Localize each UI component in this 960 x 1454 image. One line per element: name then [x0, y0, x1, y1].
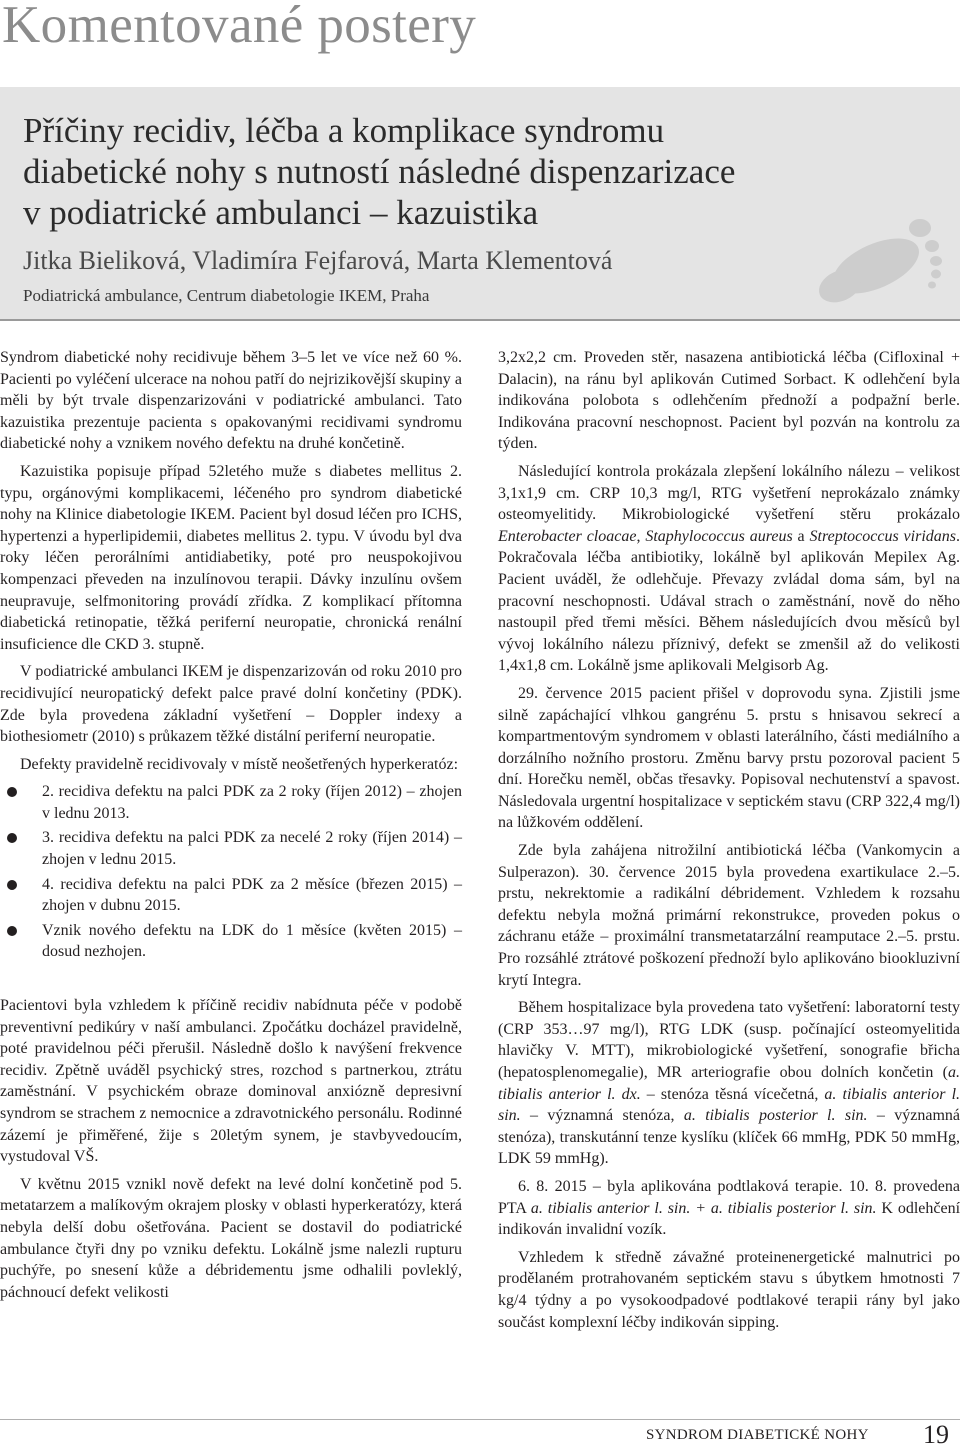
footer-divider [0, 1419, 960, 1420]
affiliation: Podiatrická ambulance, Centrum diabetologie IKEM, Praha [23, 286, 430, 305]
text-run: Během hospitalizace byla provedena tato vyšetření: laboratorní testy (CRP 353…97 mg/l), RTG LDK (susp. počínající osteomyelitida hlavičky V. MTT), mikrobiologické vyšetření, sonografie břicha (hepatosplenomegalie), MR arteriografie obou dolních končetin ( [498, 999, 960, 1081]
paragraph [498, 997, 960, 1170]
paragraph: 29. července 2015 pacient přišel v doprovodu syna. Zjistili jsme silně zapáchající vlhkou gangrénu 5. prstu s hnisavou sekrecí a kompartmentovým syndromem v oblasti laterálního, části mediálního a dorzálního nožního prostoru. Změnu barvy prstu pozoroval pacient 5 dní. Horečku neměl, občas třesavky. Popisoval nechutenství a spavost. Následovala urgentní hospitalizace v septickém stavu (CRP 322,4 mg/l) na lůžkovém oddělení. [498, 684, 960, 832]
text-run: K odlehčení indikován invalidní vozík. [498, 1199, 960, 1239]
text-run: – významná stenóza), transkutánní tenze kyslíku (klíček 66 mmHg, PDK 50 mmHg, LDK 59 mmHg). [498, 1107, 960, 1168]
organism-name: Streptococcus viridans [809, 527, 957, 545]
artery-name: a. tibialis anterior l. sin. + a. tibialis posterior l. sin. [530, 1199, 877, 1217]
title-line: v podiatrické ambulanci – kazuistika [23, 193, 539, 232]
text-run: . Pokračovala léčba antibiotiky, lokálně byl aplikován Mepilex Ag. Pacient uváděl, že odlehčuje. Převazy zvládal doma sám, byl na pracovní neschopnosti. Udával strach o zaměstnání, nově do něho nastoupil před třemi měsíci. Během následujících dvou měsíců byl vývoj lokálního nálezu příznivý, defekt se zmenšil až do velikosti 1,4x1,8 cm. Lokálně jsme aplikovali Melgisorb Ag. [498, 527, 960, 675]
paragraph: Defekty pravidelně recidivovaly v místě neošetřených hyperkeratóz: [20, 755, 459, 773]
text-run: , [636, 527, 646, 545]
list-item: 3. recidiva defektu na palci PDK za necelé 2 roky (říjen 2014) – zhojen v lednu 2015. [0, 827, 462, 870]
paragraph: Pacientovi byla vzhledem k příčině recidiv nabídnuta péče v podobě preventivní pedikúry v naší ambulanci. Zpočátku docházel pravidelně, poté pravidelnou péči přerušil. Následně došlo k navýšení frekvence recidiv. Zpětně uváděl psychický stres, rozchod s partnerkou, ztrátu zaměstnání. V psychickém obraze dominoval anxiózně depresivní syndrom se strachem z nemocnice a zdravotnického personálu. Rodinné zázemí je přiměřené, žije s 20letým synem, je stavbyvedoucím, vystudoval VŠ. [0, 997, 462, 1166]
artery-name: a. tibialis anterior l. sin. [498, 1085, 960, 1125]
organism-name: Staphylococcus aureus [645, 527, 793, 545]
artery-name: a. tibialis posterior l. sin. [683, 1107, 868, 1125]
paragraph: V podiatrické ambulanci IKEM je dispenzarizován od roku 2010 pro recidivující neuropatický defekt palce pravé dolní končetiny (PDK). Zde byla provedena základní vyšetření – Doppler indexy a biothesiometr (2010) s průkazem těžké distální periferní neuropatie. [0, 663, 462, 746]
paragraph: Syndrom diabetické nohy recidivuje během 3–5 let ve více než 60 %. Pacienti po vyléčení ulcerace na nohou patří do nejrizikovější skupiny a měli by být trvale dispenzarizováni v podiatrické ambulanci. Tato kazuistika prezentuje pacienta s opakovanými recidivami syndromu diabetické nohy a vznikem nového defektu na druhé končetině. [0, 349, 462, 453]
paragraph [498, 461, 960, 677]
paragraph: Zde byla zahájena nitrožilní antibiotická léčba (Vankomycin a Sulperazon). 30. července 2015 byla provedena exartikulace 2.–5. prstu, nekrektomie a radikální débridement. Vzhledem k rozsahu defektu nebyla možná primární rekonstrukce, proveden pokus o záchranu etáže – proximální transmetatarzální reamputace 2.–5. prstu. Pro rozsáhlé ztrátové poškození přednoží bylo aplikováno biookluzivní krytí Integra. [498, 842, 960, 989]
text-run: 6. 8. 2015 – byla aplikována podtlaková terapie. 10. 8. provedena PTA [498, 1177, 960, 1217]
right-column [498, 347, 960, 1339]
list-item: 4. recidiva defektu na palci PDK za 2 měsíce (březen 2015) – zhojen v dubnu 2015. [0, 874, 462, 917]
paragraph: 3,2x2,2 cm. Proveden stěr, nasazena antibiotická léčba (Cifloxinal + Dalacin), na ránu byl aplikován Cutimed Sorbact. K odlehčení byla indikována polobota s odlehčením přednoží a podpažní berle. Indikována pracovní neschopnost. Pacient byl pozván na kontrolu za týden. [498, 349, 960, 453]
left-column [0, 347, 462, 1309]
title-line: Příčiny recidiv, léčba a komplikace syndromu [23, 111, 665, 150]
text-run: – významná stenóza, [520, 1107, 684, 1125]
title-line: diabetické nohy s nutností následné dispenzarizace [23, 152, 736, 191]
paragraph: Kazuistika popisuje případ 52letého muže s diabetes mellitus 2. typu, orgánovými komplikacemi, léčeného pro syndrom diabetické nohy na Klinice diabetologie IKEM. Pacient byl dosud léčen pro ICHS, hypertenzi a hyperlipidemii, diabetes mellitus 2. typu. V úvodu byl dva roky léčen perorálními antidiabetiky, poté pro neuspokojivou kompenzaci převeden na inzulínovou terapii. Dávky inzulínu ovšem neupravuje, selfmonitoring provádí zřídka. Z komplikací přítomna diabetická retinopatie, těžká periferní neuropatie, chronická renální insuficience dle CKD 3. stupně. [0, 462, 462, 653]
paragraph: Vzhledem k středně závažné proteinenergetické malnutrici po prodělaném protrahovaném septickém stavu s úbytkem hmotnosti 7 kg/4 týdny a po vysokoodpadové podtlakové terapii rány byl jako součást komplexní léčby indikován sipping. [498, 1248, 960, 1331]
list-item: 2. recidiva defektu na palci PDK za 2 roky (říjen 2012) – zhojen v lednu 2013. [0, 781, 462, 824]
paragraph [498, 1176, 960, 1241]
paragraph: V květnu 2015 vznikl nově defekt na levé dolní končetině pod 5. metatarzem a malíkovým okrajem plosky v oblasti hyperkeratózy, která nebyla delší dobu ošetřována. Pacient se dostavil do podiatrické ambulance čtyři dny po vzniku defektu. Lokálně jsme nalezli rupturu puchýře, po snesení kůže a débridementu jsme odhalili povleklý, páchnoucí defekt velikosti [0, 1175, 462, 1301]
text-run: – stenóza těsná vícečetná, [640, 1085, 825, 1103]
recurrence-list [0, 781, 462, 963]
text-run: Následující kontrola prokázala zlepšení lokálního nálezu – velikost 3,1x1,9 cm. CRP 10,3 mg/l, RTG vyšetření neprokázalo známky osteomyelitidy. Mikrobiologické vyšetření stěru prokázalo [498, 462, 960, 524]
authors: Jitka Bieliková, Vladimíra Fejfarová, Marta Klementová [23, 246, 613, 275]
running-footer: SYNDROM DIABETICKÉ NOHY [646, 1427, 869, 1443]
header-divider [0, 319, 960, 321]
list-item: Vznik nového defektu na LDK do 1 měsíce (květen 2015) – dosud nezhojen. [0, 920, 462, 963]
article-title [23, 110, 863, 233]
organism-name: Enterobacter cloacae [498, 527, 637, 545]
artery-name: a. tibialis anterior l. dx. [498, 1064, 960, 1103]
text-run: a [792, 527, 810, 545]
section-title: Komentované postery [2, 0, 477, 54]
page-number: 19 [923, 1420, 949, 1449]
